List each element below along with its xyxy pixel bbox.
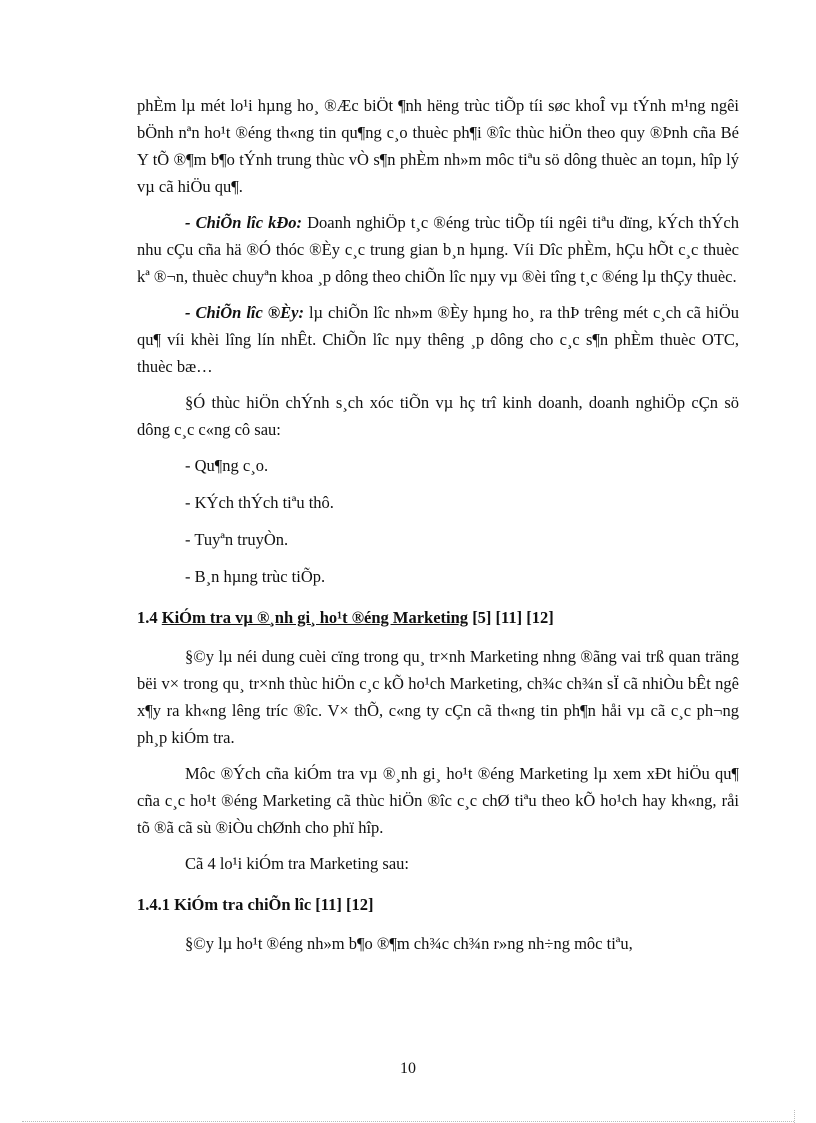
section-title: KiÓm tra vµ ®¸nh gi¸ ho¹t ®éng Marketing [161,608,469,627]
page-body [137,92,739,966]
bullet-item: - KÝch thÝch tiªu thô. [185,493,334,512]
push-strategy-label: - ChiÕn lîc ®Èy: [185,303,304,322]
paragraph-5: §©y lµ néi dung cuèi cïng trong qu¸ tr×nh Marketing nhng ®ãng vai trß quan träng bëi v× trong qu¸ tr×nh thùc hiÖn c¸c kÕ ho¹ch Marketing, ch¾c ch¾n sÏ cã nhiÒu bÊt ngê x¶y ra kh«ng lêng tríc ®îc. V× thÕ, c«ng ty cÇn cã th«ng tin ph¶n håi vµ cã c¸c ph¬ng ph¸p kiÓm tra. [137,647,739,747]
pull-strategy-text: Doanh nghiÖp t¸c ®éng trùc tiÕp tíi ngêi tiªu dïng, kÝch thÝch nhu cÇu cña hä ®Ó thóc ®Èy c¸c trung gian b¸n hµng. Víi Dîc phÈm, hÇu hÕt c¸c thuèc kª ®¬n, thuèc chuyªn khoa ¸p dông theo chiÕn lîc nµy vµ ®èi tîng t¸c ®éng lµ thÇy thuèc. [137,213,739,286]
page-bottom-divider [22,1121,794,1122]
section-heading-1-4 [137,604,739,631]
paragraph-tools-intro: §Ó thùc hiÖn chÝnh s¸ch xóc tiÕn vµ hç trî kinh doanh, doanh nghiÖp cÇn sö dông c¸c c«ng cô sau: [137,393,739,439]
bullet-item: - Tuyªn truyÒn. [185,530,289,549]
page-number: 10 [400,1060,416,1077]
paragraph-push-strategy [137,299,739,380]
paragraph-pull-strategy [137,209,739,290]
push-strategy-text: lµ chiÕn lîc nh»m ®Èy hµng ho¸ ra thÞ trêng mét c¸ch cã hiÖu qu¶ víi khèi lîng lín nhÊt. ChiÕn lîc nµy thêng ¸p dông cho c¸c s¶n phÈm thuèc OTC, thuèc bæ… [137,303,740,376]
section-heading-1-4-1: 1.4.1 KiÓm tra chiÕn lîc [11] [12] [137,895,374,914]
section-number: 1.4 [137,608,162,627]
pull-strategy-label: - ChiÕn lîc kÐo: [185,213,303,232]
paragraph-8: §©y lµ ho¹t ®éng nh»m b¶o ®¶m ch¾c ch¾n r»ng nh÷ng môc tiªu, [185,934,633,953]
paragraph-7: Cã 4 lo¹i kiÓm tra Marketing sau: [185,854,409,873]
section-refs: [5] [11] [12] [468,608,554,627]
paragraph-1: phÈm lµ mét lo¹i hµng ho¸ ®Æc biÖt ¶nh hëng trùc tiÕp tíi søc khoÎ vµ tÝnh m¹ng ngêi bÖnh nªn ho¹t ®éng th«ng tin qu¶ng c¸o thuèc ph¶i ®îc thùc hiÖn theo quy ®Þnh cña Bé Y tÕ ®¶m b¶o tÝnh trung thùc vÒ s¶n phÈm nh»m môc tiªu sö dông thuèc an toµn, hîp lý vµ cã hiÖu qu¶. [137,96,739,196]
bullet-item: - Qu¶ng c¸o. [185,456,269,475]
page-corner-divider [794,1110,795,1123]
bullet-item: - B¸n hµng trùc tiÕp. [185,567,326,586]
paragraph-6: Môc ®Ých cña kiÓm tra vµ ®¸nh gi¸ ho¹t ®éng Marketing lµ xem xÐt hiÖu qu¶ cña c¸c ho¹t ®éng Marketing cã thùc hiÖn ®îc c¸c chØ tiªu theo kÕ ho¹ch hay kh«ng, råi tõ ®ã cã sù ®iÒu chØnh cho phï hîp. [137,764,739,837]
